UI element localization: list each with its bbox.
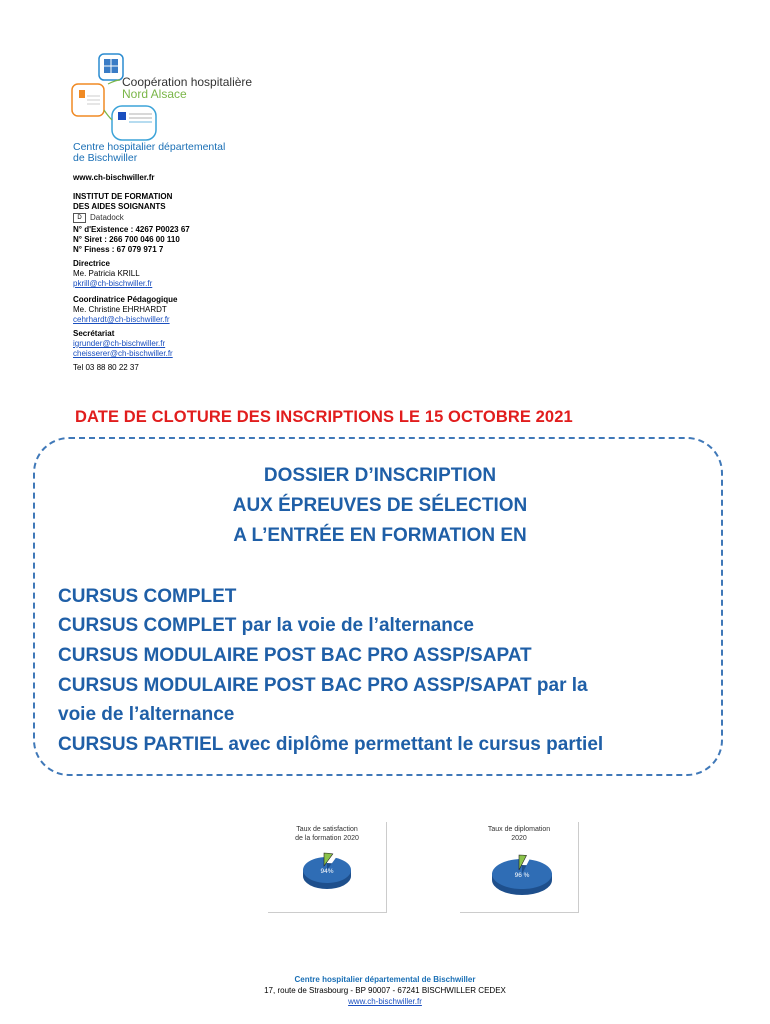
cursus-item: CURSUS PARTIEL avec diplôme permettant le cursus partiel	[58, 734, 604, 755]
secretariat-block	[73, 329, 173, 359]
coordinator-email[interactable]: cehrhardt@ch-bischwiller.fr	[73, 315, 170, 324]
registration-numbers	[73, 225, 190, 255]
box-title-line3: A L’ENTRÉE EN FORMATION EN	[233, 525, 527, 546]
cursus-item: CURSUS COMPLET par la voie de l’alternance	[58, 615, 474, 636]
existence-number: N° d'Existence : 4267 P0023 67	[73, 225, 190, 234]
chart-graduation-title-line1: Taux de diplomation	[487, 826, 551, 833]
institute-line2: DES AIDES SOIGNANTS	[73, 202, 166, 211]
director-email[interactable]: pkrill@ch-bischwiller.fr	[73, 279, 153, 288]
secretariat-email-1[interactable]: igrunder@ch-bischwiller.fr	[73, 339, 166, 348]
chart-satisfaction-title-line1: Taux de satisfaction	[296, 826, 358, 833]
chart-graduation-title-line2: 2020	[511, 835, 527, 842]
footer-address: 17, route de Strasbourg - BP 90007 - 67241 BISCHWILLER CEDEX	[264, 986, 506, 995]
chart-satisfaction	[268, 822, 387, 913]
finess-number: N° Finess : 67 079 971 7	[73, 245, 164, 254]
box-title-line1: DOSSIER D’INSCRIPTION	[263, 465, 497, 486]
hospital-name	[73, 142, 225, 164]
footer-hospital-name: Centre hospitalier départemental de Bischwiller	[294, 975, 476, 984]
cursus-item: CURSUS MODULAIRE POST BAC PRO ASSP/SAPAT	[58, 645, 532, 666]
siret-number: N° Siret : 266 700 046 00 110	[73, 235, 180, 244]
institute-line1: INSTITUT DE FORMATION	[73, 192, 173, 201]
chart-graduation-pie	[460, 846, 578, 910]
secretariat-email-2[interactable]: cheisserer@ch-bischwiller.fr	[73, 349, 173, 358]
director-block	[73, 259, 152, 289]
cursus-item: CURSUS MODULAIRE POST BAC PRO ASSP/SAPAT par la	[58, 675, 588, 696]
coordinator-title: Coordinatrice Pédagogique	[73, 295, 178, 304]
chart-graduation-title	[460, 825, 578, 843]
cursus-item: voie de l’alternance	[58, 704, 235, 725]
director-name: Me. Patricia KRILL	[73, 269, 140, 278]
box-title-line2: AUX ÉPREUVES DE SÉLECTION	[232, 495, 528, 516]
footer-website[interactable]: www.ch-bischwiller.fr	[348, 997, 422, 1006]
cursus-item: CURSUS COMPLET	[58, 586, 237, 607]
institute-name	[73, 192, 172, 212]
hospital-name-line2: de Bischwiller	[73, 152, 138, 164]
footer-website-wrap	[0, 997, 770, 1007]
secretariat-title: Secrétariat	[73, 329, 115, 338]
website-top[interactable]: www.ch-bischwiller.fr	[73, 173, 155, 182]
datadock-label: Datadock	[90, 213, 124, 222]
chart-satisfaction-pie	[268, 846, 386, 906]
logo-subtitle: Nord Alsace	[122, 87, 187, 101]
coordinator-name: Me. Christine EHRHARDT	[73, 305, 167, 314]
coordinator-block	[73, 295, 177, 325]
logo-title: Coopération hospitalière	[122, 75, 253, 89]
chart-satisfaction-title	[268, 825, 386, 843]
registration-deadline: DATE DE CLOTURE DES INSCRIPTIONS LE 15 OCTOBRE 2021	[75, 408, 573, 426]
chart-graduation	[460, 822, 579, 913]
director-title: Directrice	[73, 259, 110, 268]
hospital-name-line1: Centre hospitalier départemental	[73, 141, 226, 153]
pie-value-label: 94%	[320, 868, 334, 875]
datadock-icon: D	[73, 213, 86, 223]
chart-satisfaction-title-line2: de la formation 2020	[295, 835, 359, 842]
datadock-badge	[73, 213, 124, 223]
pie-value-label: 96 %	[514, 872, 530, 879]
phone-number: Tel 03 88 80 22 37	[73, 363, 139, 372]
